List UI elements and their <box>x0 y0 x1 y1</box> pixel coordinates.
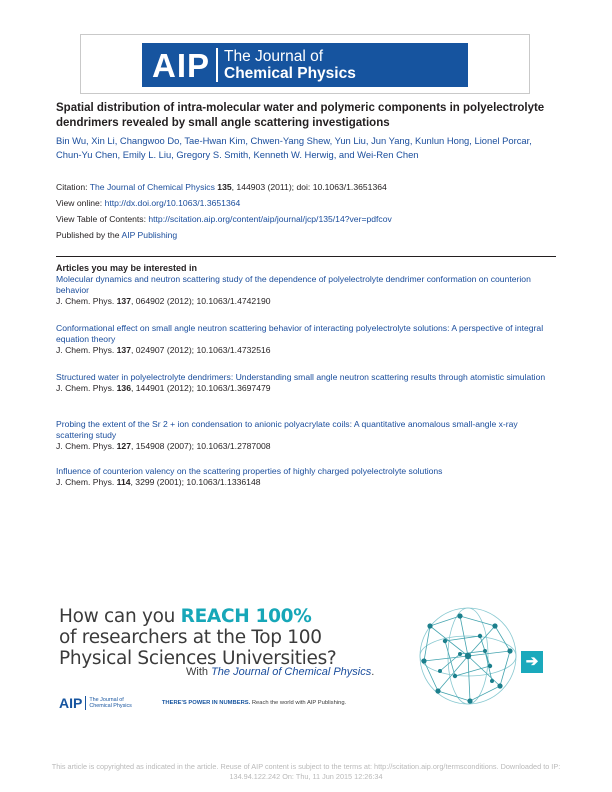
related-article-title-link[interactable]: Molecular dynamics and neutron scattering study of the dependence of polyelectrolyte dendrimer conformation on counterion behavior <box>56 274 531 295</box>
ad-with-prefix: With <box>186 666 212 678</box>
journal-name-line1: The Journal of <box>224 48 324 65</box>
article-volume: 137 <box>116 345 131 355</box>
doi-link[interactable]: http://dx.doi.org/10.1063/1.3651364 <box>104 198 241 208</box>
ad-logo-divider <box>85 696 86 710</box>
view-online-label: View online: <box>56 198 103 208</box>
toc-link[interactable]: http://scitation.aip.org/content/aip/journal/jcp/135/14?ver=pdfcov <box>148 214 392 224</box>
ad-headline <box>59 606 336 669</box>
article-volume: 127 <box>116 441 131 451</box>
view-toc-line <box>56 213 392 225</box>
related-article-citation <box>56 383 556 394</box>
view-toc-label: View Table of Contents: <box>56 214 146 224</box>
ad-with-suffix: . <box>371 666 375 678</box>
publisher-link[interactable]: AIP Publishing <box>121 230 178 240</box>
ad-reach-text: REACH 100% <box>180 606 312 627</box>
logo-divider <box>216 48 218 82</box>
article-journal: J. Chem. Phys. <box>56 477 115 487</box>
citation-journal-link[interactable]: The Journal of Chemical Physics <box>89 182 215 192</box>
network-globe-icon <box>400 596 535 718</box>
article-volume: 137 <box>116 296 131 306</box>
ad-line2: of researchers at the Top 100 <box>59 627 322 648</box>
ad-line3: Physical Sciences Universities? <box>59 648 337 669</box>
journal-name-line2: Chemical Physics <box>224 65 356 82</box>
related-article <box>56 323 556 356</box>
ad-arrow-button[interactable]: ➔ <box>521 651 543 673</box>
journal-header-logo <box>80 34 530 94</box>
citation-details: , 144903 (2011); doi: 10.1063/1.3651364 <box>231 182 387 192</box>
article-journal: J. Chem. Phys. <box>56 296 115 306</box>
ad-logo-journal <box>89 697 132 709</box>
journal-name <box>224 48 356 82</box>
article-volume: 114 <box>116 477 131 487</box>
related-article <box>56 466 556 488</box>
article-details: , 3299 (2001); 10.1063/1.1336148 <box>130 477 261 487</box>
ad-tagline <box>162 700 346 706</box>
ad-logo-journal-line2: Chemical Physics <box>89 703 132 709</box>
related-article-citation <box>56 345 556 356</box>
copyright-footer <box>0 762 612 782</box>
ad-with-journal: The Journal of Chemical Physics <box>211 666 372 678</box>
author-list[interactable]: Bin Wu, Xin Li, Changwoo Do, Tae-Hwan Kim, Chwen-Yang Shew, Yun Liu, Jun Yang, Kunlun Hong, Lionel Porcar, Chun-Yu Chen, Emily L. Liu, Gregory S. Smith, Kenneth W. Herwig, and Wei-Ren Chen <box>56 135 532 160</box>
citation-line <box>56 181 387 193</box>
related-article-title-link[interactable]: Influence of counterion valency on the scattering properties of highly charged polyelectrolyte solutions <box>56 466 443 476</box>
article-details: , 154908 (2007); 10.1063/1.2787008 <box>131 441 271 451</box>
paper-title: Spatial distribution of intra-molecular water and polymeric components in polyelectrolyte dendrimers revealed by small angle scattering investigations <box>56 102 545 129</box>
article-journal: J. Chem. Phys. <box>56 441 115 451</box>
footer-line2: 134.94.122.242 On: Thu, 11 Jun 2015 12:26:34 <box>229 772 383 781</box>
ad-with-line <box>186 666 374 678</box>
related-article-citation <box>56 441 556 452</box>
related-article <box>56 372 556 394</box>
related-articles-heading: Articles you may be interested in <box>56 263 198 273</box>
published-by-label: Published by the <box>56 230 120 240</box>
citation-label: Citation: <box>56 182 88 192</box>
related-article-title-link[interactable]: Probing the extent of the Sr 2 + ion condensation to anionic polyacrylate coils: A quantitative anomalous small-angle x-ray scattering study <box>56 419 518 440</box>
ad-footer-bar <box>59 692 399 714</box>
related-article-title-link[interactable]: Structured water in polyelectrolyte dendrimers: Understanding small angle neutron scattering results through atomistic simulation <box>56 372 546 382</box>
related-article-citation <box>56 296 556 307</box>
footer-line1: This article is copyrighted as indicated in the article. Reuse of AIP content is subject to the terms at: http://scitation.aip.org/termsconditions. Downloaded to IP: <box>51 762 561 771</box>
aip-logo-text: AIP <box>152 46 211 84</box>
article-details: , 144901 (2012); 10.1063/1.3697479 <box>131 383 271 393</box>
view-online-line <box>56 197 240 209</box>
section-divider <box>56 256 556 257</box>
ad-aip-logo: AIP <box>59 695 83 711</box>
related-article <box>56 274 556 307</box>
related-article-citation <box>56 477 556 488</box>
citation-volume: 135 <box>217 182 232 192</box>
article-details: , 024907 (2012); 10.1063/1.4732516 <box>131 345 271 355</box>
advertisement-banner[interactable] <box>55 596 557 718</box>
ad-tagline-rest: Reach the world with AIP Publishing. <box>250 700 347 706</box>
published-by-line <box>56 229 177 241</box>
ad-tagline-bold: THERE'S POWER IN NUMBERS. <box>161 700 251 706</box>
logo-banner <box>142 43 468 87</box>
article-details: , 064902 (2012); 10.1063/1.4742190 <box>131 296 271 306</box>
ad-logo-journal-line1: The Journal of <box>89 697 124 703</box>
ad-line1-prefix: How can you <box>59 606 181 627</box>
article-journal: J. Chem. Phys. <box>56 345 115 355</box>
article-volume: 136 <box>116 383 131 393</box>
related-article <box>56 419 556 452</box>
related-article-title-link[interactable]: Conformational effect on small angle neutron scattering behavior of interacting polyelectrolyte solutions: A perspective of integral equation theory <box>56 323 544 344</box>
article-journal: J. Chem. Phys. <box>56 383 115 393</box>
